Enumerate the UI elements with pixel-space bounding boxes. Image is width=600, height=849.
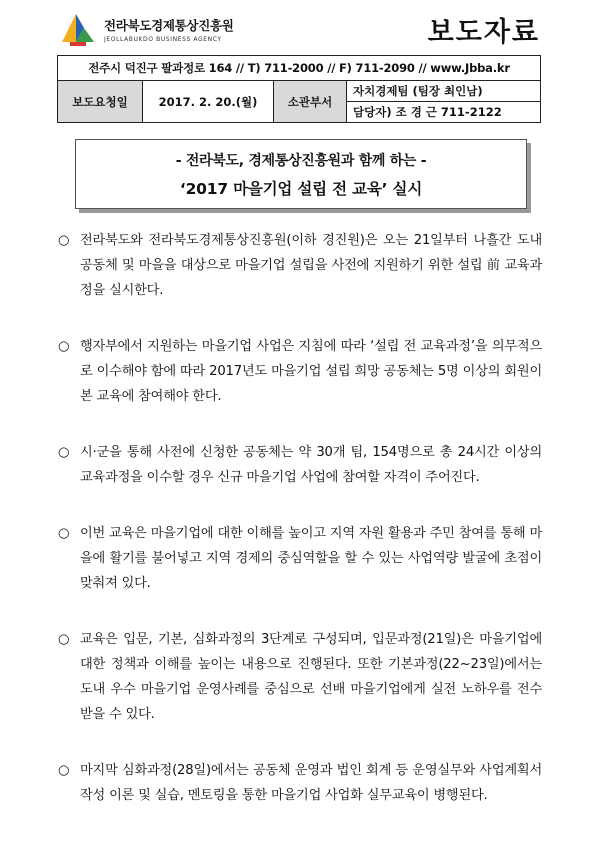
main-title: ‘2017 마을기업 설립 전 교육’ 실시 bbox=[179, 180, 423, 198]
paragraph bbox=[58, 521, 542, 596]
title-box bbox=[75, 139, 527, 209]
agency-logo-icon bbox=[60, 12, 96, 48]
info-row-1 bbox=[58, 81, 541, 102]
bullet-icon: ○ bbox=[58, 339, 70, 354]
contact-line: 전주시 덕진구 팔과정로 164 // T) 711-2000 // F) 711-2090 // www.Jbba.kr bbox=[58, 56, 541, 81]
bullet-icon: ○ bbox=[58, 526, 70, 541]
org-subtitle: JEOLLABUKDO BUSINESS AGENCY bbox=[104, 36, 222, 43]
dept-team: 자치경제팀 (팀장 최인남) bbox=[347, 81, 541, 102]
bullet-icon: ○ bbox=[58, 445, 70, 460]
bullet-icon: ○ bbox=[58, 233, 70, 248]
paragraph bbox=[58, 334, 542, 409]
paragraph bbox=[58, 627, 542, 727]
header bbox=[60, 10, 540, 60]
paragraph-text: 교육은 입문, 기본, 심화과정의 3단계로 구성되며, 입문과정(21일)은 마을기업에 대한 정책과 이해를 높이는 내용으로 진행된다. 또한 기본과정(22~23일)에서는 도내 우수 마을기업 운영사례를 중심으로 선배 마을기업에게 실전 노하우를 전수받을 수 있다. bbox=[80, 632, 542, 722]
subtitle: - 전라북도, 경제통상진흥원과 함께 하는 - bbox=[175, 153, 427, 169]
paragraph-text: 시·군을 통해 사전에 신청한 공동체는 약 30개 팀, 154명으로 총 24시간 이상의 교육과정을 이수할 경우 신규 마을기업 사업에 참여할 자격이 주어진다. bbox=[80, 445, 542, 485]
paragraph bbox=[58, 228, 542, 303]
org-name: 전라북도경제통상진흥원 bbox=[104, 18, 234, 33]
paragraph-text: 마지막 심화과정(28일)에서는 공동체 운영과 법인 회계 등 운영실무와 사업계획서 작성 이론 및 실습, 멘토링을 통한 마을기업 사업화 실무교육이 병행된다. bbox=[80, 763, 542, 803]
paragraph-text: 이번 교육은 마을기업에 대한 이해를 높이고 지역 자원 활용과 주민 참여를 통해 마을에 활기를 불어넣고 지역 경제의 중심역할을 할 수 있는 사업역량 발굴에 초점이 맞춰져 있다. bbox=[80, 526, 542, 591]
info-table bbox=[57, 55, 541, 123]
paragraph-text: 전라북도와 전라북도경제통상진흥원(이하 경진원)은 오는 21일부터 나흘간 도내 공동체 및 마을을 대상으로 마을기업 설립을 사전에 지원하기 위한 설립 前 교육과정을 실시한다. bbox=[80, 233, 542, 298]
paragraph-text: 행자부에서 지원하는 마을기업 사업은 지침에 따라 ‘설립 전 교육과정’을 의무적으로 이수해야 함에 따라 2017년도 마을기업 설립 희망 공동체는 5명 이상의 회원이 본 교육에 참여해야 한다. bbox=[80, 339, 542, 404]
document-type-heading: 보도자료 bbox=[427, 17, 540, 48]
bullet-icon: ○ bbox=[58, 632, 70, 647]
request-date: 2017. 2. 20.(월) bbox=[143, 81, 274, 123]
dept-label: 소관부서 bbox=[274, 81, 347, 123]
contact-row bbox=[58, 56, 541, 81]
paragraph bbox=[58, 758, 542, 808]
request-date-label: 보도요청일 bbox=[58, 81, 143, 123]
paragraph bbox=[58, 440, 542, 490]
dept-person: 담당자) 조 경 근 711-2122 bbox=[347, 102, 541, 123]
bullet-icon: ○ bbox=[58, 763, 70, 778]
article-body bbox=[58, 228, 542, 839]
